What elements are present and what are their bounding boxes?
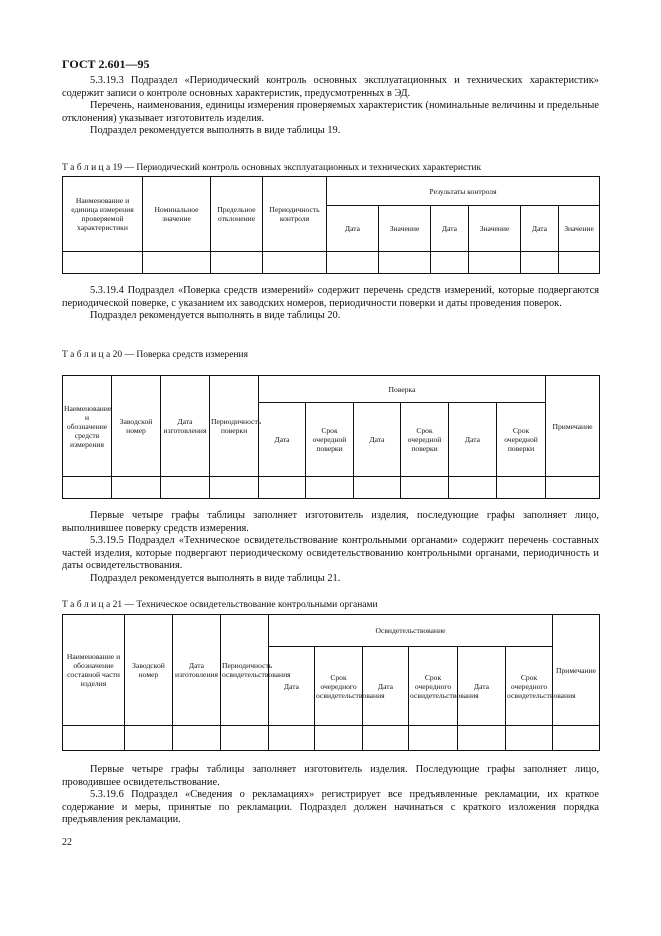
table-row [63, 726, 600, 751]
header-cell: Наименование и обозначение средств измерения [63, 376, 112, 477]
header-cell: Срок очередной поверки [497, 403, 546, 477]
header-cell: Номинальное значение [143, 177, 211, 252]
header-cell: Дата [269, 647, 315, 726]
table-20-caption [62, 349, 248, 361]
section-5-3-19-4 [62, 285, 599, 323]
header-cell: Периодичность освидетельствования [221, 615, 269, 726]
paragraph-text: Первые четыре графы таблицы заполняет изготовитель изделия. Последующие графы заполняет лицо, проводившее освидетельствование. [62, 764, 599, 788]
table-row [63, 477, 600, 499]
caption-label: Т а б л и ц а 19 [62, 163, 123, 173]
paragraph-text: Подраздел рекомендуется выполнять в виде таблицы 20. [90, 310, 341, 322]
caption-text: — Техническое освидетельствование контрольными органами [122, 600, 378, 610]
section-5-3-19-6 [62, 764, 599, 827]
header-cell: Срок очередного освидетельствования [409, 647, 458, 726]
header-cell: Дата [354, 403, 401, 477]
header-cell: Срок очередного освидетельствования [506, 647, 553, 726]
group-header-cell: Результаты контроля [327, 177, 600, 206]
document-header: ГОСТ 2.601—95 [62, 57, 150, 71]
table-21-caption [62, 599, 378, 611]
page-number: 22 [62, 837, 72, 848]
section-5-3-19-5 [62, 510, 599, 586]
header-cell: Периодичность контроля [263, 177, 327, 252]
header-cell: Срок очередного освидетельствования [315, 647, 363, 726]
header-cell: Срок очередной поверки [401, 403, 449, 477]
header-cell: Заводской номер [125, 615, 173, 726]
header-cell: Значение [469, 206, 521, 252]
paragraph-text: Первые четыре графы таблицы заполняет изготовитель изделия, последующие графы заполняет лицо, выполнившее поверку средств измерения. [62, 510, 599, 534]
paragraph-text: 5.3.19.3 Подраздел «Периодический контроль основных эксплуатационных и технических характеристик» содержит записи о контроле основных характеристик, предусмотренных в ЭД. [62, 75, 599, 99]
header-cell: Дата [449, 403, 497, 477]
paragraph-text: Перечень, наименования, единицы измерения проверяемых характеристик (номинальные величины и предельные отклонения) указывает изготовитель изделия. [62, 100, 599, 124]
caption-label: Т а б л и ц а 20 [62, 350, 123, 360]
section-5-3-19-3 [62, 75, 599, 138]
paragraph-text: 5.3.19.6 Подраздел «Сведения о рекламациях» регистрирует все предъявленные рекламации, их краткое содержание и меры, принятые по рекламации. Подраздел должен начинаться с краткого изложения порядка предъявления рекламации. [62, 789, 599, 826]
header-cell: Дата [431, 206, 469, 252]
group-header-cell: Освидетельствование [269, 615, 553, 647]
group-header-cell: Поверка [259, 376, 546, 403]
header-cell: Значение [559, 206, 600, 252]
header-cell: Периодичность поверки [210, 376, 259, 477]
table-19-caption [62, 162, 481, 174]
header-cell: Дата [521, 206, 559, 252]
table-21 [62, 614, 600, 751]
header-cell: Дата [458, 647, 506, 726]
table-20 [62, 375, 600, 499]
table-19 [62, 176, 600, 274]
header-cell: Примечание [546, 376, 600, 477]
header-cell: Примечание [553, 615, 600, 726]
header-cell: Дата [327, 206, 379, 252]
paragraph-text: 5.3.19.5 Подраздел «Техническое освидетельствование контрольными органами» содержит перечень составных частей изделия, которые подвергают периодическому освидетельствованию контрольными органами, периодичность и даты освидетельствования. [62, 535, 599, 572]
paragraph-text: 5.3.19.4 Подраздел «Поверка средств измерений» содержит перечень средств измерений, которые подвергаются периодической поверке, с указанием их заводских номеров, периодичности поверки и даты проведения поверок. [62, 285, 599, 309]
paragraph-text: Подраздел рекомендуется выполнять в виде таблицы 21. [90, 572, 341, 584]
header-cell: Дата [363, 647, 409, 726]
table-row [63, 252, 600, 274]
header-cell: Значение [379, 206, 431, 252]
caption-label: Т а б л и ц а 21 [62, 600, 123, 610]
header-cell: Срок очередной поверки [306, 403, 354, 477]
header-cell: Дата изготовления [161, 376, 210, 477]
header-cell: Заводской номер [112, 376, 161, 477]
header-cell: Дата [259, 403, 306, 477]
header-cell: Наименование и обозначение составной части изделия [63, 615, 125, 726]
header-cell: Наименование и единица измерения проверяемой характеристики [63, 177, 143, 252]
caption-text: — Поверка средств измерения [122, 350, 248, 360]
header-cell: Дата изготовления [173, 615, 221, 726]
paragraph-text: Подраздел рекомендуется выполнять в виде таблицы 19. [90, 125, 341, 137]
header-cell: Предельное отклонение [211, 177, 263, 252]
caption-text: — Периодический контроль основных эксплуатационных и технических характеристик [122, 163, 482, 173]
